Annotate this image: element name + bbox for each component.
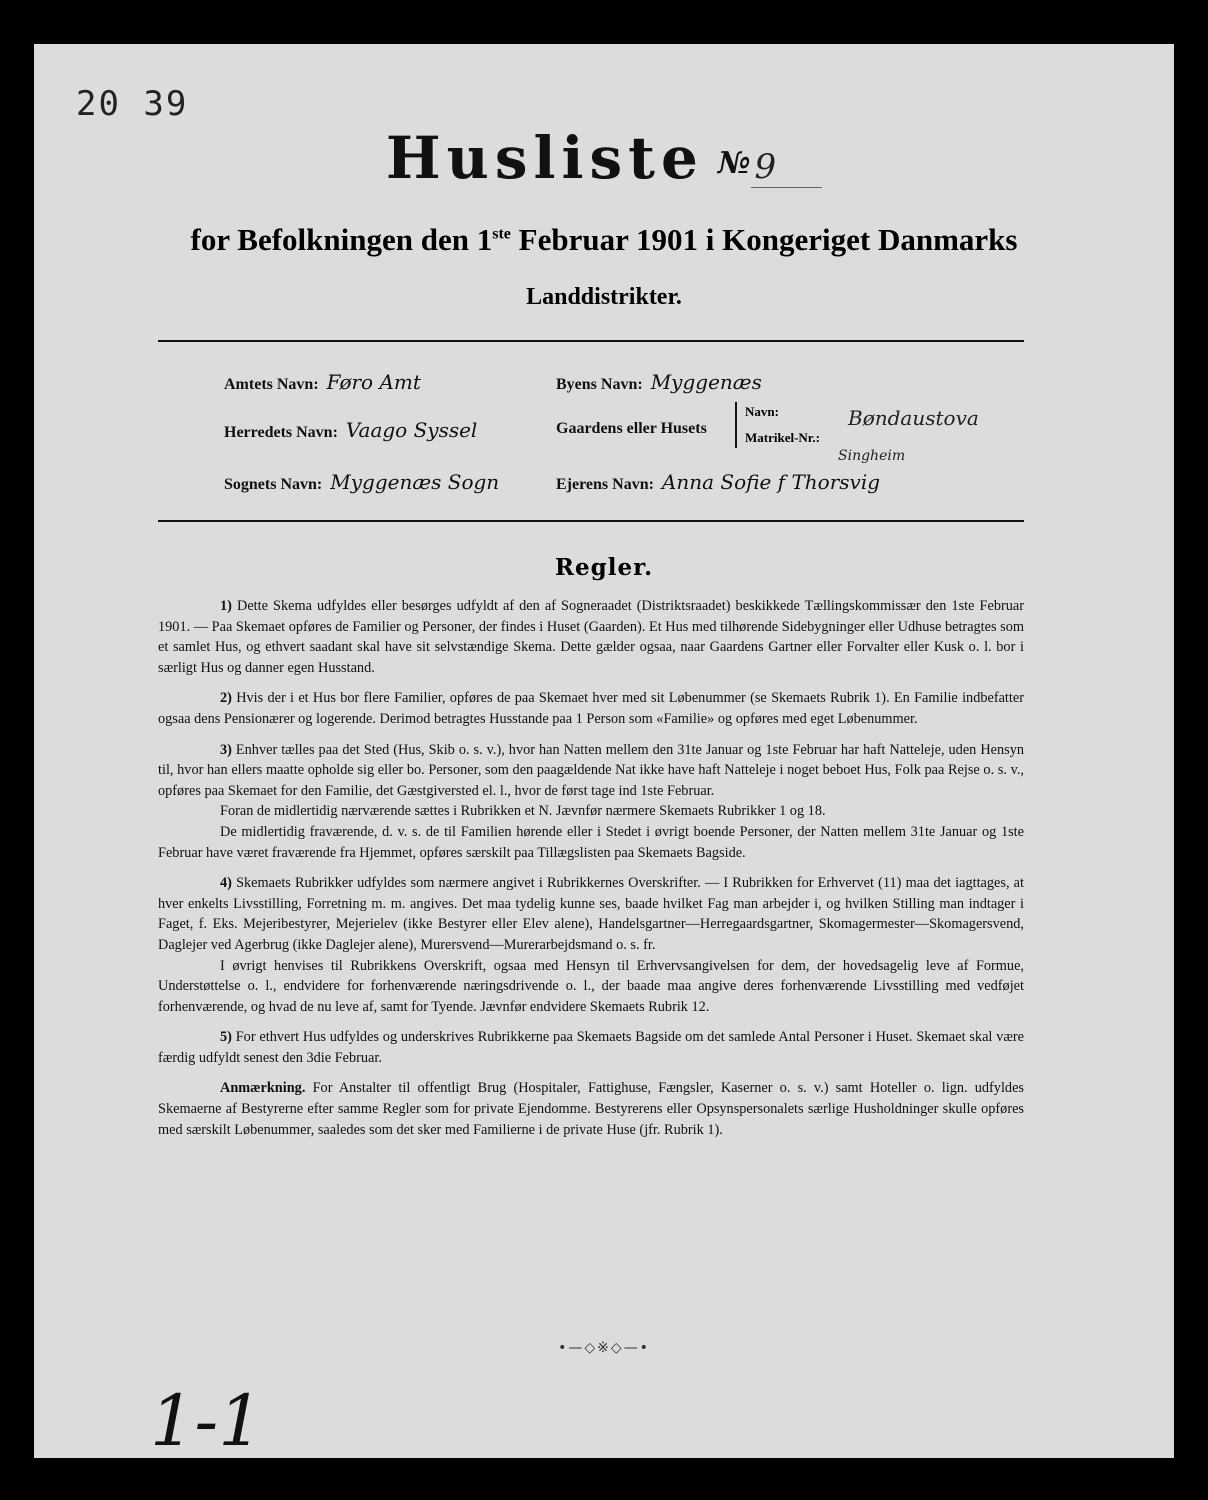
rule-paragraph — [158, 596, 1024, 678]
rule-text: Dette Skema udfyldes eller besørges udfyldt af den af Sogneraadet (Distriktsraadet) beskikkede Tællingskommissær den 1ste Februar 1901. — Paa Skemaet opføres de Familier og Personer, der findes i Huset (Gaarden). Et Hus med tilhørende Sidebygninger eller Udhuse betragtes som et samlet Hus, og ethvert saadant skal have sit selvstændige Skema. Dette gælder ogsaa, naar Gaardens Gartner eller Forvalter eller Kusk o. l. bor i særligt Hus og danner egen Husstand. — [158, 598, 1024, 676]
subtitle-pre: for Befolkningen den 1 — [190, 222, 493, 257]
ejer-extra: Singheim — [838, 448, 906, 464]
document-subtitle — [0, 222, 1208, 258]
rule-number: 4) — [220, 875, 232, 892]
list-number: 9 — [751, 147, 823, 188]
rule-text: For ethvert Hus udfyldes og underskrives Rubrikkerne paa Skemaets Bagside om det samlede Antal Personer i Huset. Skemaet skal være færdig udfyldt senest den 3die Februar. — [158, 1029, 1024, 1066]
rule-number: Anmærkning. — [220, 1080, 306, 1097]
rule-text: Foran de midlertidig nærværende sættes i Rubrikken et N. Jævnfør nærmere Skemaets Rubrikker 1 og 18. — [220, 803, 826, 820]
ejer-field — [556, 470, 880, 494]
herred-label: Herredets Navn: — [224, 424, 338, 441]
rule-text: For Anstalter til offentligt Brug (Hospitaler, Fattighuse, Fængsler, Kaserner o. s. v.) samt Hoteller o. lign. udfyldes Skemaerne af Bestyrerne efter samme Regler som for private Ejendomme. Bestyrerens eller Opsynspersonalets særlige Husholdninger skulle opføres med særskilt Løbenummer, saaledes som det sker med Familierne i de private Huse (jfr. Rubrik 1). — [158, 1080, 1024, 1138]
rule-number: 5) — [220, 1029, 232, 1046]
rule-text: Enhver tælles paa det Sted (Hus, Skib o. s. v.), hvor han Natten mellem den 31te Januar og 1ste Februar har haft Natteleje, uden Hensyn til, hvor han ellers maatte opholde sig eller bo. Personer, som den paagældende Nat ikke have haft Natteleje i noget beboet Hus, Folk paa Rejse o. s. v., opføres paa Skemaet for den Familie, det Gæstgiversted el. l., hvor de først tage ind 1ste Februar. — [158, 741, 1024, 799]
footer-handwriting: 1-1 — [150, 1380, 263, 1462]
field-brace — [735, 402, 737, 448]
rule-text: Skemaets Rubrikker udfyldes som nærmere angivet i Rubrikkernes Overskrifter. — I Rubrikken for Erhvervet (11) maa det iagttages, at hver enkelts Livsstilling, Forretning m. m. angives. Det maa tydelig kunne ses, baade hvilket Fag man arbejder i, og hvilken Stilling man indtager i Faget, f. Eks. Mejeribestyrer, Mejerielev (ikke Bestyrer eller Elev alene), Handelsgartner—Herregaardsgartner, Skomagermester—Skomagersvend, Daglejer ved Agerbrug (ikke Daglejer alene), Murersvend—Murerarbejdsmand o. s. fr. — [158, 875, 1024, 953]
rule-text: Hvis der i et Hus bor flere Familier, opføres de paa Skemaet hver med sit Løbenummer (se Skemaets Rubrik 1). En Familie indbefatter ogsaa dens Pensionærer og logerende. Derimod betragtes Husstande paa 1 Person som «Familie» og opføres med eget Løbenummer. — [158, 690, 1024, 727]
navn-label: Navn: — [745, 404, 779, 419]
gaard-value: Bøndaustova — [848, 406, 979, 430]
rule-paragraph — [158, 956, 1024, 1018]
herred-value: Vaago Syssel — [345, 418, 478, 442]
rule-number: 3) — [220, 741, 232, 758]
number-label: № — [717, 145, 751, 181]
title-text: Husliste — [385, 124, 704, 192]
rule-number: 2) — [220, 690, 232, 707]
subtitle-sup: ste — [492, 225, 511, 243]
gaard-field — [556, 420, 707, 438]
amt-label: Amtets Navn: — [224, 376, 319, 393]
subtitle-post: Februar 1901 i Kongeriget Danmarks — [510, 222, 1018, 257]
rule-text: De midlertidig fraværende, d. v. s. de til Familien hørende eller i Stedet i øvrigt boende Personer, der Natten mellem 31te Januar og 1ste Februar have været fraværende fra Hjemmet, opføres særskilt paa Tillægslisten paa Skemaets Bagside. — [158, 823, 1024, 861]
sogn-field — [224, 470, 499, 494]
rule-paragraph — [158, 740, 1024, 802]
rule-paragraph — [158, 1078, 1024, 1140]
rule-number: 1) — [220, 598, 232, 614]
rules-heading: Regler. — [554, 554, 654, 581]
rule-paragraph — [158, 801, 1024, 822]
divider-bottom — [158, 520, 1024, 522]
rule-paragraph — [158, 688, 1024, 729]
document-title — [0, 124, 1208, 192]
amt-value: Føro Amt — [326, 370, 421, 394]
herred-field — [224, 418, 477, 442]
matrikel-label: Matrikel-Nr.: — [745, 430, 820, 445]
district-label: Landdistrikter. — [526, 284, 682, 310]
divider-top — [158, 340, 1024, 342]
by-field — [556, 370, 762, 394]
sogn-label: Sognets Navn: — [224, 476, 323, 493]
corner-numbers: 20 39 — [76, 84, 189, 124]
ejer-value: Anna Sofie f Thorsvig — [661, 470, 881, 494]
rule-paragraph — [158, 822, 1024, 863]
rule-text: I øvrigt henvises til Rubrikkens Overskrift, ogsaa med Hensyn til Erhvervsangivelsen for dem, der hovedsagelig leve af Formue, Understøttelse o. l., endvidere for forhenværende næringsdrivende o. l., der baade maa angive deres forhenværende Livsstilling med vedføjet forhenværende, og hvad de nu leve af, samt for Tyende. Jævnfør endvidere Skemaets Rubrik 12. — [158, 957, 1024, 1015]
by-value: Myggenæs — [650, 370, 762, 394]
sogn-value: Myggenæs Sogn — [330, 470, 500, 494]
gaard-label: Gaardens eller Husets — [556, 420, 707, 437]
by-label: Byens Navn: — [556, 376, 643, 393]
amt-field — [224, 370, 421, 394]
ejer-label: Ejerens Navn: — [556, 476, 654, 493]
rule-paragraph — [158, 873, 1024, 955]
rule-paragraph — [158, 1027, 1024, 1068]
rules-body — [158, 596, 1024, 1150]
ornament: •—◇※◇—• — [558, 1340, 650, 1356]
